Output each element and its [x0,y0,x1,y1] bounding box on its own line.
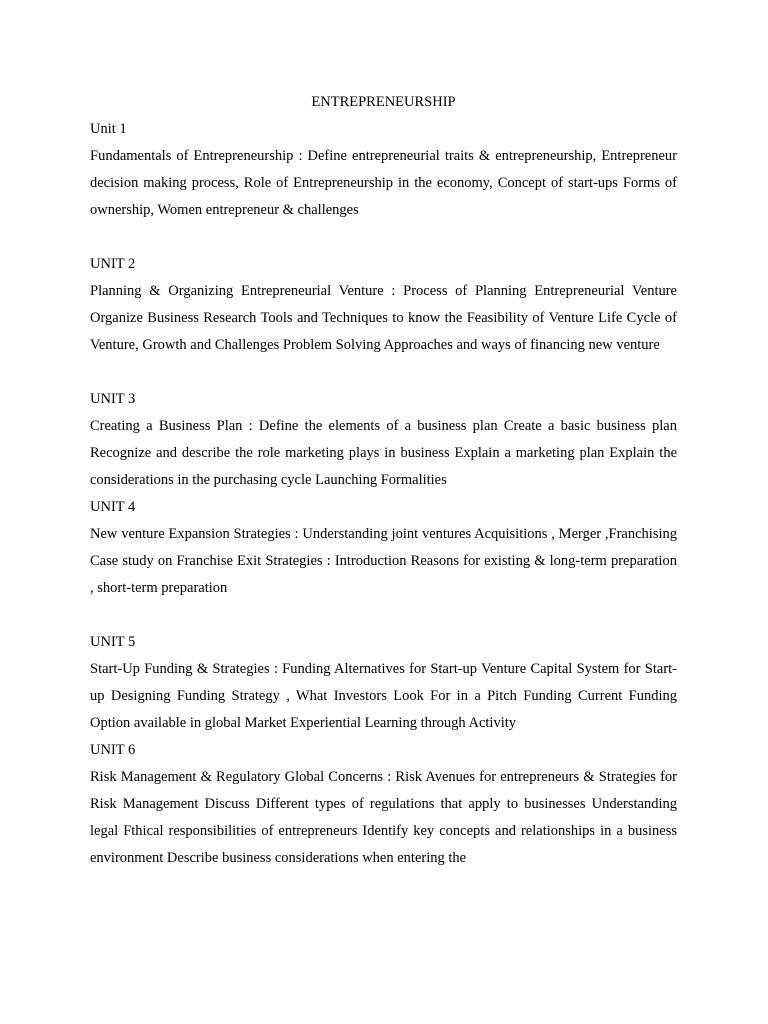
unit-4-body: New venture Expansion Strategies : Understanding joint ventures Acquisitions , Merger ,Franchising Case study on Franchise Exit Strategies : Introduction Reasons for existing & long-term preparation , short-term preparation [90,526,677,596]
unit-2-heading: UNIT 2 [90,256,136,272]
unit-3-body: Creating a Business Plan : Define the elements of a business plan Create a basic business plan Recognize and describe the role marketing plays in business Explain a marketing plan Explain the considerations in the purchasing cycle Launching Formalities [90,418,677,488]
paragraph-spacer [90,359,677,386]
paragraph-spacer [90,602,677,629]
unit-1-body: Fundamentals of Entrepreneurship : Define entrepreneurial traits & entrepreneurship, Entrepreneur decision making process, Role of Entrepreneurship in the economy, Concept of start-ups Forms of ownership, Women entrepreneur & challenges [90,148,677,218]
unit-6-heading: UNIT 6 [90,742,136,758]
unit-4-heading: UNIT 4 [90,499,136,515]
unit-3-heading: UNIT 3 [90,391,136,407]
document-page [90,89,677,872]
unit-1-heading: Unit 1 [90,121,127,137]
document-title: ENTREPRENEURSHIP [311,94,456,110]
unit-2-body: Planning & Organizing Entrepreneurial Venture : Process of Planning Entrepreneurial Venture Organize Business Research Tools and Techniques to know the Feasibility of Venture Life Cycle of Venture, Growth and Challenges Problem Solving Approaches and ways of financing new venture [90,283,677,353]
unit-5-heading: UNIT 5 [90,634,136,650]
unit-5-body: Start-Up Funding & Strategies : Funding Alternatives for Start-up Venture Capital System for Start-up Designing Funding Strategy , What Investors Look For in a Pitch Funding Current Funding Option available in global Market Experiential Learning through Activity [90,661,677,731]
paragraph-spacer [90,224,677,251]
unit-6-body: Risk Management & Regulatory Global Concerns : Risk Avenues for entrepreneurs & Strategies for Risk Management Discuss Different types of regulations that apply to businesses Understanding legal Fthical responsibilities of entrepreneurs Identify key concepts and relationships in a business environment Describe business considerations when entering the [90,769,677,866]
